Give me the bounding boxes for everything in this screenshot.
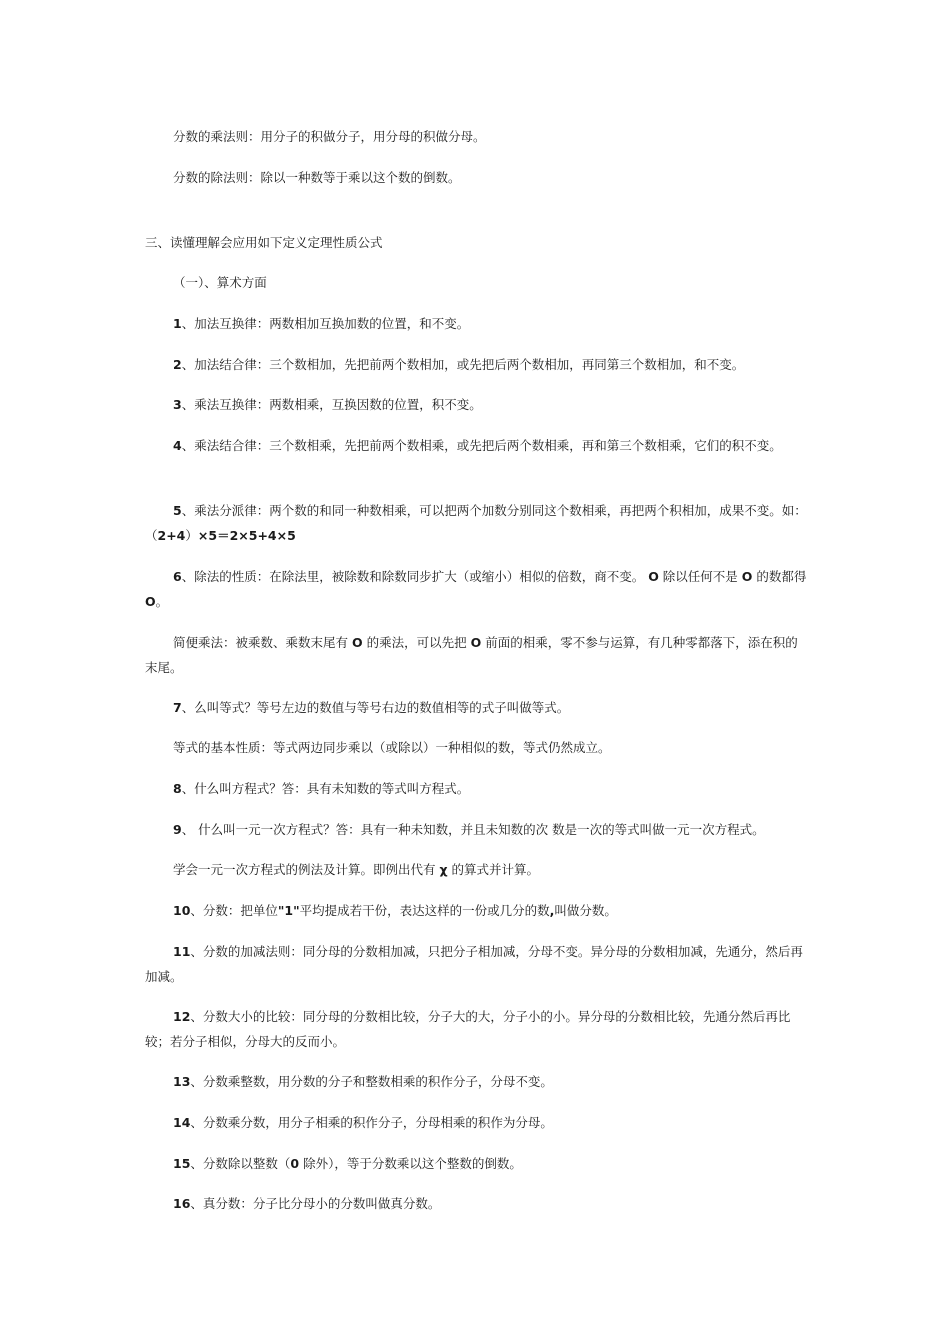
- item-text: 、加法互换律：两数相加互换加数的位置，和不变。: [181, 316, 470, 331]
- item-text: ）: [185, 528, 198, 543]
- zero-symbol: O: [741, 569, 753, 584]
- item-number: 16: [173, 1196, 191, 1211]
- item-number: 3: [173, 397, 182, 412]
- section-title: [145, 230, 810, 255]
- item-number: 6: [173, 569, 182, 584]
- item-11: [145, 939, 810, 989]
- item-text: 、乘法互换律：两数相乘，互换因数的位置，积不变。: [181, 397, 482, 412]
- item-4: [145, 433, 810, 458]
- item-text: 。: [155, 594, 169, 609]
- item-text: 、加法结合律：三个数相加，先把前两个数相加，或先把后两个数相加，再同第三个数相加，和不变。: [181, 357, 745, 372]
- item-number: 13: [173, 1074, 191, 1089]
- item-text: 平均提成若干份，表达这样的一份或几分的数: [299, 903, 550, 918]
- item-number: 9: [173, 822, 182, 837]
- item-text: 除外），等于分数乘以这个整数的倒数。: [299, 1156, 522, 1171]
- item-number: 10: [173, 903, 191, 918]
- item-14: [145, 1110, 810, 1135]
- quoted-one: "1": [277, 903, 300, 918]
- paragraph-text: 等式的基本性质：等式两边同步乘以（或除以）一种相似的数，等式仍然成立。: [173, 740, 611, 755]
- item-text: 、分数乘分数，用分子相乘的积作分子，分母相乘的积作为分母。: [190, 1115, 553, 1130]
- zero-symbol: O: [648, 569, 659, 584]
- item-8: [145, 776, 810, 801]
- formula-part: 2+4: [157, 528, 186, 543]
- item-text: 、分数大小的比较：同分母的分数相比较，分子大的大，分子小的小。异分母的分数相比较，先通分然后再比较；若分子相似，分母大的反而小。: [145, 1009, 791, 1049]
- fraction-multiplication-rule: [145, 124, 810, 149]
- item-number: 15: [173, 1156, 191, 1171]
- item-text: 、分数除以整数（: [190, 1156, 291, 1171]
- item-text: 的数都得: [752, 569, 807, 584]
- item-9: [145, 817, 810, 842]
- item-10: [145, 898, 810, 923]
- item-text: 、分数乘整数，用分数的分子和整数相乘的积作分子，分母不变。: [190, 1074, 553, 1089]
- paragraph-text: 分数的乘法则：用分子的积做分子，用分母的积做分母。: [173, 129, 486, 144]
- item-text: 叫做分数。: [554, 903, 617, 918]
- subsection-title: [145, 270, 810, 295]
- item-number: 8: [173, 781, 182, 796]
- item-6: [145, 564, 810, 614]
- item-text: 简便乘法：被乘数、乘数末尾有: [173, 635, 352, 650]
- item-number: 12: [173, 1009, 191, 1024]
- zero-symbol: O: [351, 635, 363, 650]
- item-number: 4: [173, 438, 182, 453]
- fraction-division-rule: [145, 165, 810, 190]
- learn-equation: [145, 857, 810, 882]
- item-text: 、 什么叫一元一次方程式？答：具有一种未知数，并且未知数的次 数是一次的等式叫做一元一次方程式。: [181, 822, 765, 837]
- paragraph-text: 分数的除法则：除以一种数等于乘以这个数的倒数。: [173, 170, 461, 185]
- item-text: 、分数：把单位: [190, 903, 278, 918]
- item-3: [145, 392, 810, 417]
- item-text: 、真分数：分子比分母小的分数叫做真分数。: [190, 1196, 441, 1211]
- item-number: 1: [173, 316, 182, 331]
- item-number: 7: [173, 700, 182, 715]
- item-text: 、除法的性质：在除法里，被除数和除数同步扩大（或缩小）相似的倍数，商不变。: [181, 569, 649, 584]
- item-text: 前面的相乘，零不参与运算，有几种零都落下，添在积的末尾。: [145, 635, 798, 675]
- item-number: 11: [173, 944, 191, 959]
- zero-symbol: 0: [290, 1156, 300, 1171]
- item-text: 、么叫等式？等号左边的数值与等号右边的数值相等的式子叫做等式。: [181, 700, 570, 715]
- item-text: 的乘法，可以先把: [362, 635, 471, 650]
- item-12: [145, 1004, 810, 1054]
- item-text: 、乘法结合律：三个数相乘，先把前两个数相乘，或先把后两个数相乘，再和第三个数相乘，它们的积不变。: [181, 438, 782, 453]
- item-15: [145, 1151, 810, 1176]
- item-text: 、分数的加减法则：同分母的分数相加减，只把分子相加减，分母不变。异分母的分数相加减，先通分，然后再加减。: [145, 944, 803, 984]
- item-number: 5: [173, 503, 182, 518]
- section-title-text: 三、读懂理解会应用如下定义定理性质公式: [145, 235, 383, 250]
- formula-part: ×5＝2×5+4×5: [197, 528, 296, 543]
- item-number: 2: [173, 357, 182, 372]
- equation-property: [145, 735, 810, 760]
- chi-symbol: χ: [439, 862, 448, 877]
- item-text: 的算式并计算。: [447, 862, 540, 877]
- item-5: [145, 498, 810, 548]
- simple-multiplication: [145, 630, 810, 680]
- item-1: [145, 311, 810, 336]
- item-2: [145, 352, 810, 377]
- item-number: 14: [173, 1115, 191, 1130]
- item-text: 学会一元一次方程式的例法及计算。即例出代有: [173, 862, 440, 877]
- subsection-title-text: （一）、算术方面: [173, 275, 267, 290]
- item-text: 除以任何不是: [658, 569, 742, 584]
- item-7: [145, 695, 810, 720]
- item-16: [145, 1191, 810, 1216]
- item-13: [145, 1069, 810, 1094]
- item-text: 、什么叫方程式？答：具有未知数的等式叫方程式。: [181, 781, 470, 796]
- zero-symbol: O: [145, 594, 156, 609]
- zero-symbol: O: [470, 635, 482, 650]
- item-text: 、乘法分派律：两个数的和同一种数相乘，可以把两个加数分别同这个数相乘，再把两个积相加，成果不变。如：（: [145, 503, 807, 543]
- comma-symbol: ,: [549, 903, 555, 918]
